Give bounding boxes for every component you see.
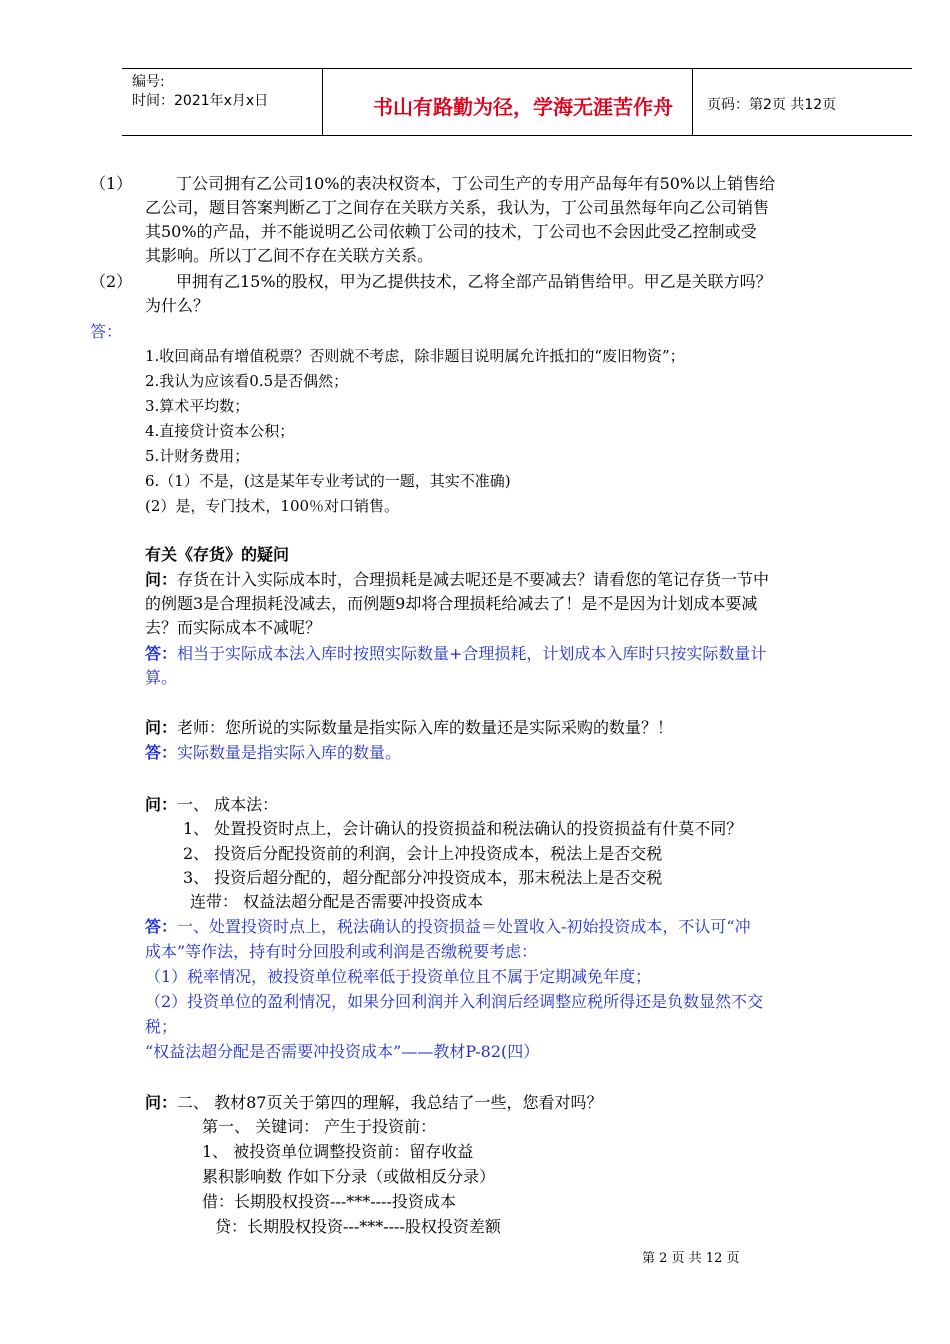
header-page-info: 页码：第2页 共12页 bbox=[707, 97, 837, 113]
answer-item: 5.计财务费用； bbox=[145, 447, 250, 465]
answer-item: 2.我认为应该看0.5是否偶然； bbox=[145, 372, 349, 390]
answer-line bbox=[145, 741, 401, 765]
paragraph-line: 乙公司，题目答案判断乙丁之间存在关联方关系，我认为，丁公司虽然每年向乙公司销售 bbox=[145, 198, 770, 217]
answer-line: 算。 bbox=[145, 668, 178, 687]
question-line bbox=[145, 716, 673, 740]
answer-text: 一、处置投资时点上，税法确认的投资损益＝处置收入-初始投资成本，不认可“冲 bbox=[177, 917, 751, 936]
answer-line: 成本”等作法，持有时分回股利或利润是否缴税要考虑： bbox=[145, 942, 538, 961]
paragraph-line: 甲拥有乙15%的股权，甲为乙提供技术，乙将全部产品销售给甲。甲乙是关联方吗？ bbox=[176, 272, 772, 291]
journal-entry-credit: 贷：长期股权投资---***----股权投资差额 bbox=[215, 1217, 501, 1236]
question-line bbox=[145, 568, 769, 592]
question-number: （1） bbox=[90, 174, 133, 193]
question-item: 3、 投资后超分配的，超分配部分冲投资成本，那末税法上是否交税 bbox=[183, 868, 663, 887]
question-item: 1、 被投资单位调整投资前：留存收益 bbox=[202, 1142, 474, 1161]
question-text: 一、 成本法： bbox=[177, 795, 279, 814]
paragraph-line: 其影响。所以丁乙间不存在关联方关系。 bbox=[145, 246, 434, 265]
question-item: 累积影响数 作如下分录（或做相反分录） bbox=[202, 1167, 496, 1186]
page-footer: 第 2 页 共 12 页 bbox=[642, 1251, 740, 1266]
paragraph-line: 为什么？ bbox=[145, 296, 210, 315]
answer-line: （1）税率情况，被投资单位税率低于投资单位且不属于定期减免年度； bbox=[145, 967, 652, 986]
question-label: 问： bbox=[145, 718, 178, 737]
question-number: （2） bbox=[90, 272, 133, 291]
answer-line: “权益法超分配是否需要冲投资成本”——教材P-82(四） bbox=[145, 1042, 540, 1061]
question-label: 问： bbox=[145, 795, 178, 814]
header-meta bbox=[132, 73, 268, 111]
answer-item: 3.算术平均数； bbox=[145, 397, 250, 415]
answer-line: 税； bbox=[145, 1017, 178, 1036]
section-title: 有关《存货》的疑问 bbox=[145, 545, 290, 564]
question-line bbox=[145, 793, 278, 817]
question-item: 2、 投资后分配投资前的利润，会计上冲投资成本，税法上是否交税 bbox=[183, 844, 663, 863]
answer-text: 相当于实际成本法入库时按照实际数量+合理损耗，计划成本入库时只按实际数量计 bbox=[177, 644, 767, 663]
answer-line bbox=[145, 915, 751, 939]
question-text: 存货在计入实际成本时，合理损耗是减去呢还是不要减去？请看您的笔记存货一节中 bbox=[177, 570, 770, 589]
paragraph-line: 去？而实际成本不减呢？ bbox=[145, 618, 322, 637]
header-divider bbox=[322, 69, 323, 135]
answer-item: (2）是，专门技术，100％对口销售。 bbox=[145, 497, 400, 515]
header-motto: 书山有路勤为径，学海无涯苦作舟 bbox=[373, 95, 673, 119]
page-header bbox=[122, 68, 912, 136]
answer-label: 答： bbox=[145, 917, 178, 936]
question-item: 连带： 权益法超分配是否需要冲投资成本 bbox=[190, 892, 484, 911]
question-label: 问： bbox=[145, 570, 178, 589]
answer-label: 答： bbox=[145, 644, 178, 663]
header-time: 时间：2021年x月x日 bbox=[132, 93, 269, 109]
question-text: 二、 教材87页关于第四的理解，我总结了一些，您看对吗？ bbox=[177, 1093, 603, 1112]
paragraph-line: 的例题3是合理损耗没减去，而例题9却将合理损耗给减去了！是不是因为计划成本要减 bbox=[145, 594, 758, 613]
answer-line bbox=[145, 642, 766, 666]
question-text: 老师：您所说的实际数量是指实际入库的数量还是实际采购的数量？！ bbox=[177, 718, 674, 737]
paragraph-line: 其50%的产品，并不能说明乙公司依赖丁公司的技术，丁公司也不会因此受乙控制或受 bbox=[145, 222, 757, 241]
journal-entry-debit: 借：长期股权投资---***----投资成本 bbox=[202, 1192, 456, 1211]
question-item: 第一、 关键词： 产生于投资前： bbox=[202, 1117, 437, 1136]
answer-text: 实际数量是指实际入库的数量。 bbox=[177, 743, 402, 762]
paragraph-line: 丁公司拥有乙公司10%的表决权资本，丁公司生产的专用产品每年有50%以上销售给 bbox=[176, 174, 776, 193]
question-line bbox=[145, 1091, 602, 1115]
answer-label: 答： bbox=[145, 743, 178, 762]
answer-line: （2）投资单位的盈利情况，如果分回利润并入利润后经调整应税所得还是负数显然不交 bbox=[145, 992, 764, 1011]
header-number: 编号: bbox=[132, 74, 165, 90]
answer-item: 6.（1）不是，(这是某年专业考试的一题，其实不准确) bbox=[145, 472, 511, 490]
question-label: 问： bbox=[145, 1093, 178, 1112]
question-item: 1、 处置投资时点上，会计确认的投资损益和税法确认的投资损益有什莫不同？ bbox=[183, 819, 743, 838]
answer-label: 答： bbox=[90, 322, 123, 341]
answer-item: 1.收回商品有增值税票？否则就不考虑，除非题目说明属允许抵扣的“废旧物资”； bbox=[145, 347, 685, 365]
answer-item: 4.直接贷计资本公积； bbox=[145, 422, 295, 440]
